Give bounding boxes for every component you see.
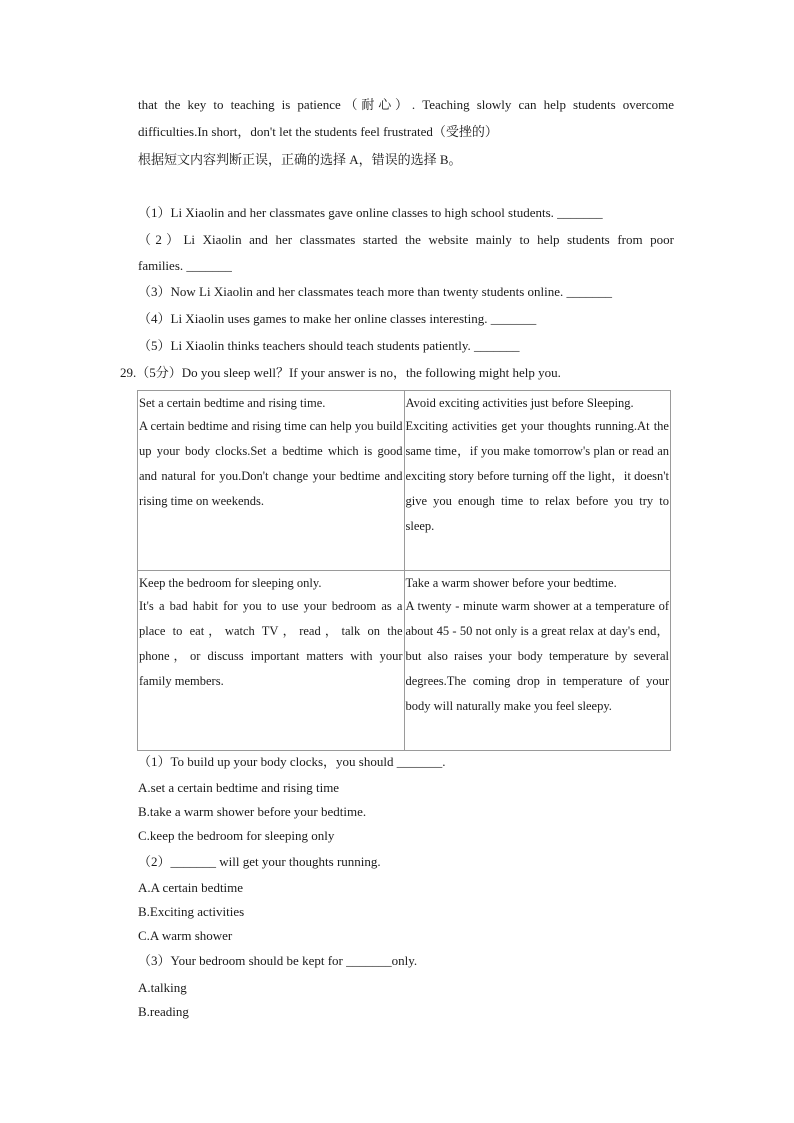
question-1-option-b: B.take a warm shower before your bedtime. (138, 804, 367, 819)
tip-heading: Keep the bedroom for sleeping only. (139, 576, 322, 590)
question-1-stem: （1）To build up your body clocks，you should _______. (138, 754, 446, 769)
question-29-title: 29.（5分）Do you sleep well？If your answer is no，the following might help you. (120, 365, 561, 380)
question-3-stem: （3）Your bedroom should be kept for _______only. (138, 953, 418, 968)
tip-body: A twenty - minute warm shower at a temperature of about 45 - 50 not only is a great relax at day's end，but also raises your body temperature by several degrees.The coming drop in temperature of your body will naturally make you feel sleepy. (405, 599, 669, 713)
question-3-option-b: B.reading (138, 1004, 189, 1019)
tip-heading: Take a warm shower before your bedtime. (405, 576, 617, 590)
tf-statement-3: （3）Now Li Xiaolin and her classmates teach more than twenty students online. _______ (138, 284, 613, 299)
question-1-option-c: C.keep the bedroom for sleeping only (138, 828, 335, 843)
tip-cell-bedroom (138, 571, 405, 751)
tf-statement-2-line-2: families. _______ (138, 258, 232, 273)
tip-heading: Set a certain bedtime and rising time. (139, 396, 326, 410)
question-2-option-a: A.A certain bedtime (138, 880, 244, 895)
question-3-option-a: A.talking (138, 980, 187, 995)
tip-cell-bedtime (138, 391, 405, 571)
tip-body: A certain bedtime and rising time can help you build up your body clocks.Set a bedtime which is good and natural for you.Don't change your bedtime and rising time on weekends. (139, 419, 403, 508)
tip-heading: Avoid exciting activities just before Sleeping. (405, 396, 634, 410)
question-2-option-c: C.A warm shower (138, 928, 233, 943)
tip-body: It's a bad habit for you to use your bedroom as a place to eat，watch TV，read，talk on the phone，or discuss important matters with your family members. (139, 599, 403, 688)
tf-statement-4: （4）Li Xiaolin uses games to make her online classes interesting. _______ (138, 311, 537, 326)
question-2-option-b: B.Exciting activities (138, 904, 245, 919)
tf-statement-2-line-1: （2）Li Xiaolin and her classmates started the website mainly to help students from poor (138, 232, 674, 247)
tip-body: Exciting activities get your thoughts running.At the same time，if you make tomorrow's plan or read an exciting story before turning off the light，it doesn't give you enough time to relax before you try to sleep. (405, 419, 669, 533)
question-1-option-a: A.set a certain bedtime and rising time (138, 780, 340, 795)
passage-line-1: that the key to teaching is patience（耐心）. Teaching slowly can help students overcome (138, 97, 674, 112)
tf-statement-5: （5）Li Xiaolin thinks teachers should teach students patiently. _______ (138, 338, 520, 353)
question-2-stem: （2）_______ will get your thoughts running. (138, 854, 381, 869)
sleep-tips-table (137, 390, 671, 751)
tip-cell-activities (404, 391, 671, 571)
instruction-text: 根据短文内容判断正误，正确的选择 A，错误的选择 B。 (138, 152, 462, 167)
passage-line-2: difficulties.In short，don't let the students feel frustrated（受挫的） (138, 124, 498, 139)
tf-statement-1: （1）Li Xiaolin and her classmates gave online classes to high school students. _______ (138, 205, 603, 220)
tip-cell-shower (404, 571, 671, 751)
